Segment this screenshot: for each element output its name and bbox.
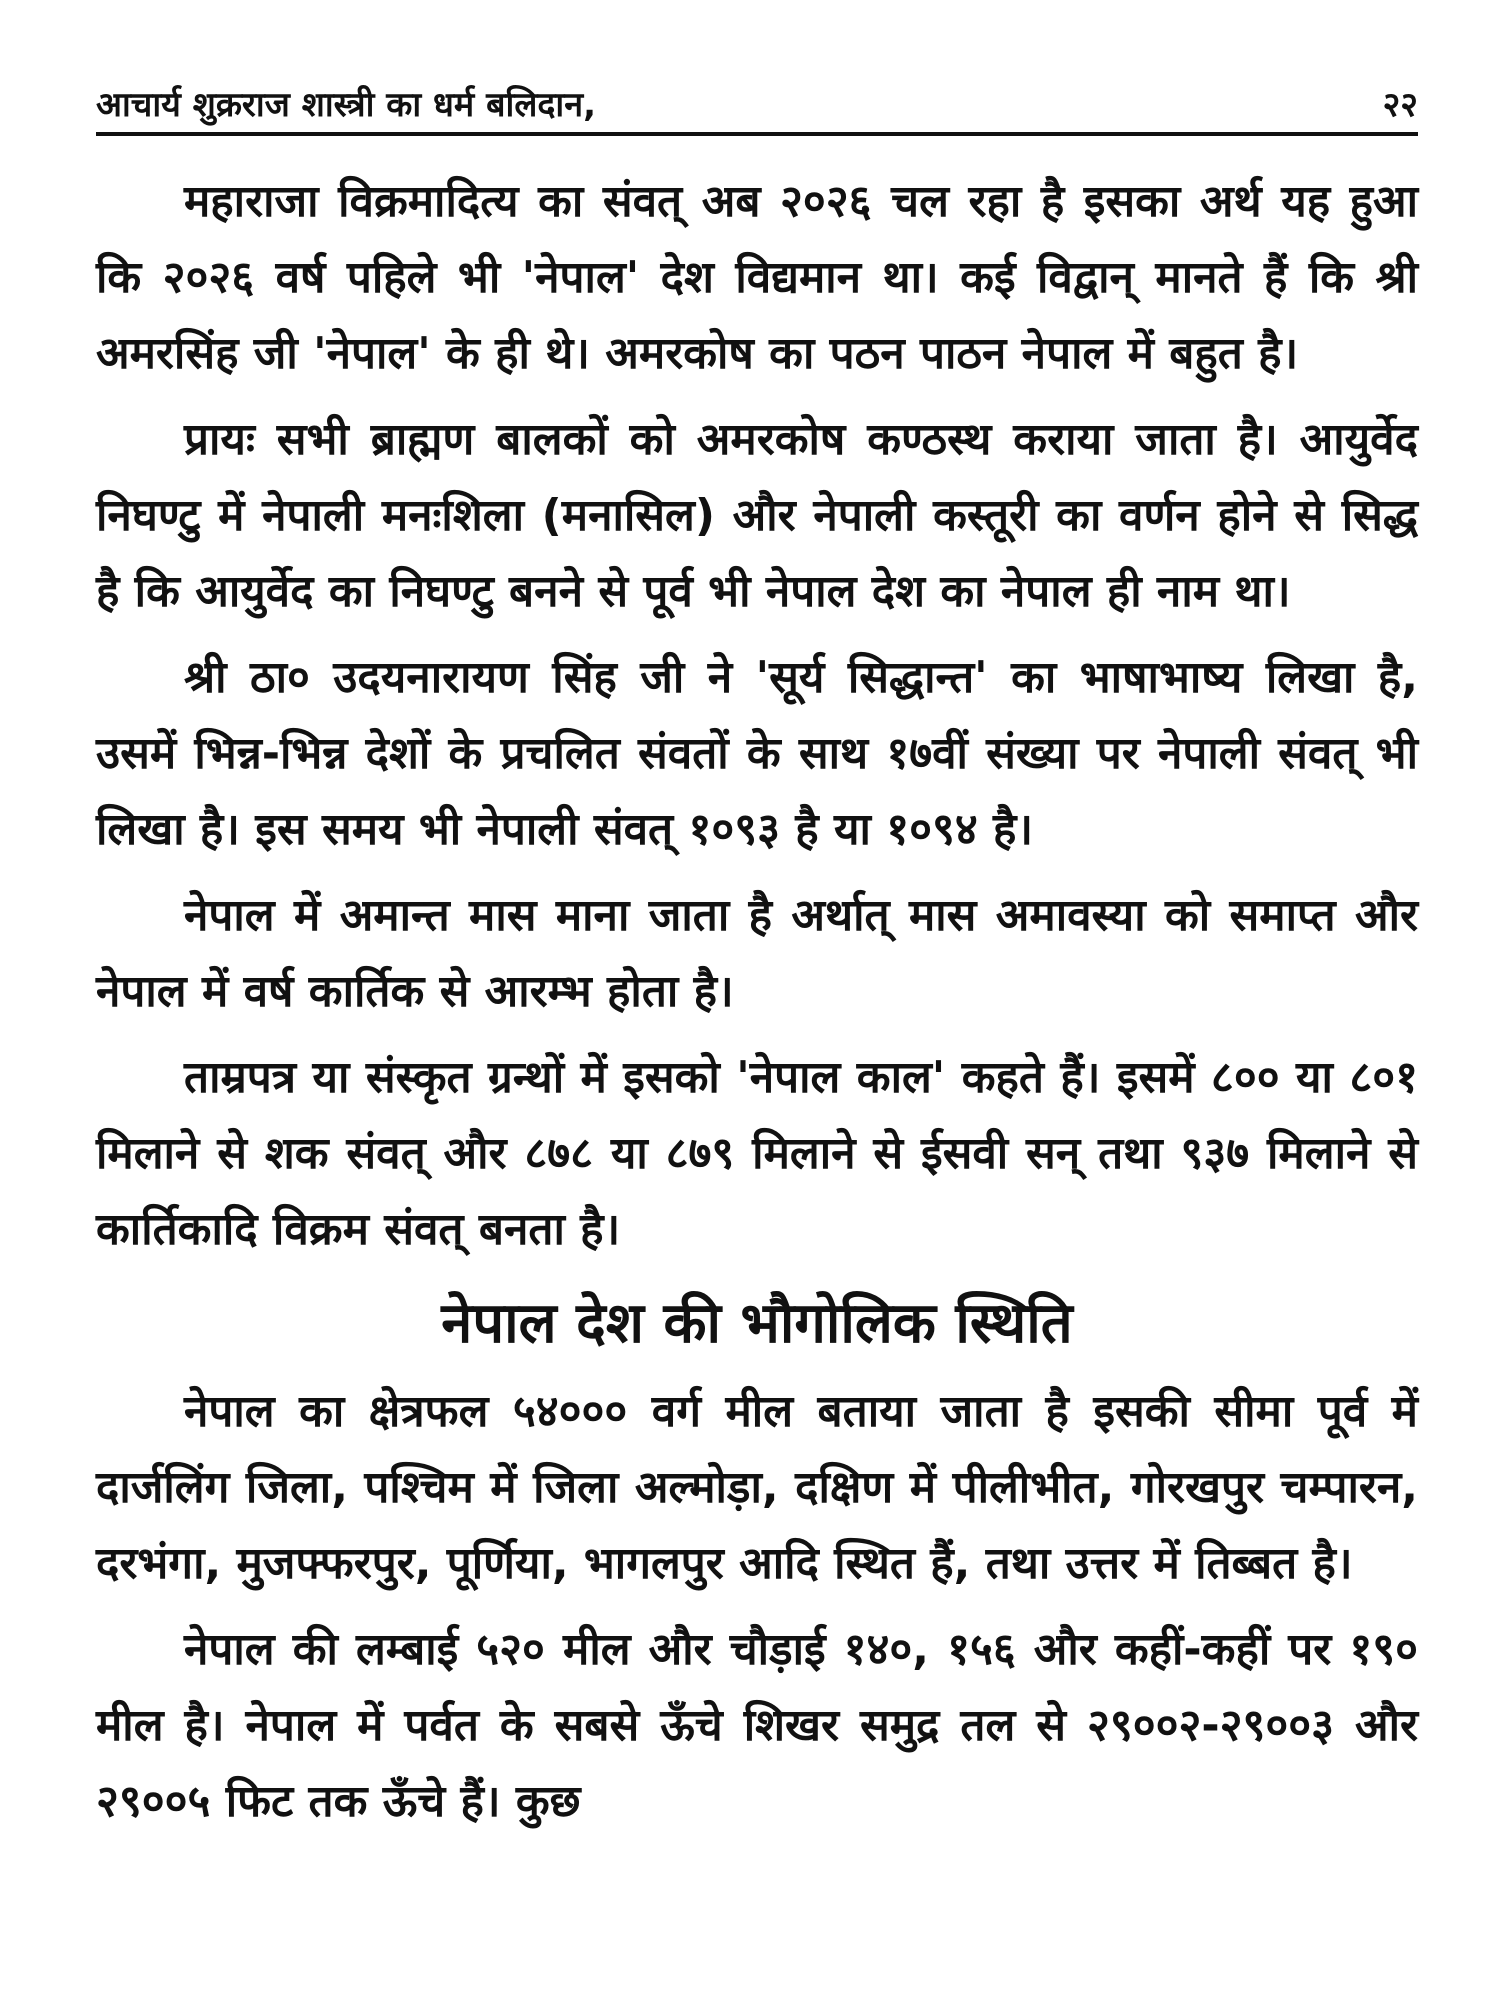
section-heading: नेपाल देश की भौगोलिक स्थिति <box>441 1291 1073 1356</box>
paragraph: नेपाल की लम्बाई ५२० मील और चौड़ाई १४०, १५६ और कहीं-कहीं पर १९० मील है। नेपाल में पर्वत के सबसे ऊँचे शिखर समुद्र तल से २९००२-२९००३ और २९००५ फिट तक ऊँचे हैं। कुछ <box>96 1624 1418 1827</box>
running-title: आचार्य शुक्रराज शास्त्री का धर्म बलिदान, <box>96 85 597 125</box>
paragraph: ताम्रपत्र या संस्कृत ग्रन्थों में इसको 'नेपाल काल' कहते हैं। इसमें ८०० या ८०१ मिलाने से शक संवत् और ८७८ या ८७९ मिलाने से ईसवी सन् तथा ९३७ मिलाने से कार्तिकादि विक्रम संवत् बनता है। <box>96 1052 1418 1255</box>
paragraph: प्रायः सभी ब्राह्मण बालकों को अमरकोष कण्ठस्थ कराया जाता है। आयुर्वेद निघण्टु में नेपाली मनःशिला (मनासिल) और नेपाली कस्तूरी का वर्णन होने से सिद्ध है कि आयुर्वेद का निघण्टु बनने से पूर्व भी नेपाल देश का नेपाल ही नाम था। <box>96 414 1418 617</box>
document-page <box>96 80 1418 1850</box>
paragraph: श्री ठा० उदयनारायण सिंह जी ने 'सूर्य सिद्धान्त' का भाषाभाष्य लिखा है, उसमें भिन्न-भिन्न देशों के प्रचलित संवतों के साथ १७वीं संख्या पर नेपाली संवत् भी लिखा है। इस समय भी नेपाली संवत् १०९३ है या १०९४ है। <box>96 652 1418 855</box>
paragraph: नेपाल का क्षेत्रफल ५४००० वर्ग मील बताया जाता है इसकी सीमा पूर्व में दार्जलिंग जिला, पश्चिम में जिला अल्मोड़ा, दक्षिण में पीलीभीत, गोरखपुर चम्पारन, दरभंगा, मुजफ्फरपुर, पूर्णिया, भागलपुर आदि स्थित हैं, तथा उत्तर में तिब्बत है। <box>96 1386 1418 1589</box>
paragraph: नेपाल में अमान्त मास माना जाता है अर्थात् मास अमावस्या को समाप्त और नेपाल में वर्ष कार्तिक से आरम्भ होता है। <box>96 890 1418 1017</box>
running-header <box>96 80 1418 136</box>
page-number: २२ <box>1382 85 1418 125</box>
paragraph: महाराजा विक्रमादित्य का संवत् अब २०२६ चल रहा है इसका अर्थ यह हुआ कि २०२६ वर्ष पहिले भी 'नेपाल' देश विद्यमान था। कई विद्वान् मानते हैं कि श्री अमरसिंह जी 'नेपाल' के ही थे। अमरकोष का पठन पाठन नेपाल में बहुत है। <box>96 176 1418 379</box>
